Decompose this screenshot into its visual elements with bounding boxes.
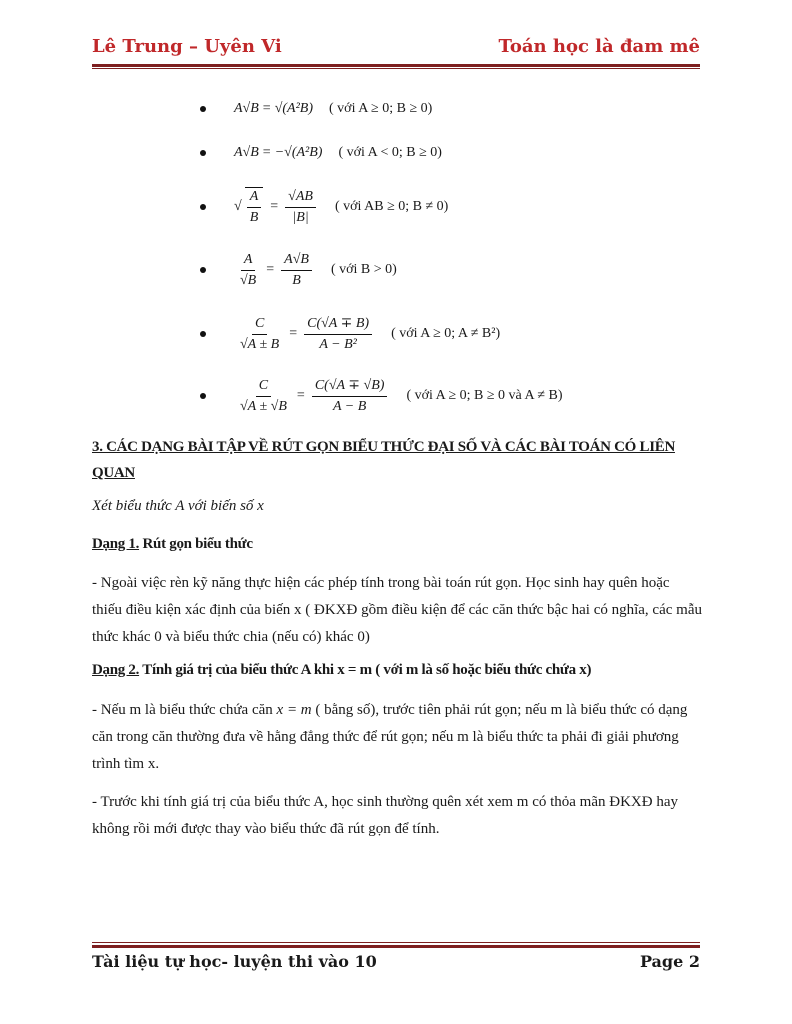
dang-2-label: Dạng 2. <box>92 662 140 678</box>
formula-rhs-fraction: $\frac{C(√A \mp B)}{\text{A − B²}}$ <box>304 315 372 354</box>
formula: $\frac{C}{√A \pm B}$ = $\frac{C(√A \mp B)}{\text{A − B²}}$ ( với A ≥ 0; A ≠ B²) <box>234 312 500 356</box>
formula-lhs-fraction: $\frac{C}{√A \pm B}$ <box>240 315 280 352</box>
formula: A√B = √(A²B) ( với A ≥ 0; B ≥ 0) <box>234 101 433 116</box>
page-number: Page 2 <box>639 952 700 971</box>
dang-1-title: Rút gọn biểu thức <box>139 536 253 552</box>
header-author: Lê Trung – Uyên Vi <box>92 36 282 57</box>
formula-condition: ( với A ≥ 0; B ≥ 0) <box>329 101 433 116</box>
inline-math: x = m <box>276 702 312 718</box>
formula-rhs-fraction: $\frac{A√B}{B}$ <box>281 251 312 290</box>
bullet-icon <box>200 150 206 156</box>
dang-1-heading <box>92 536 253 553</box>
header-rule-thick <box>92 64 700 67</box>
header-slogan: Toán học là đam mê <box>498 36 700 57</box>
footer-rule-thick <box>92 945 700 948</box>
formula-condition: ( với A ≥ 0; B ≥ 0 và A ≠ B) <box>406 388 563 403</box>
dang-2-title: Tính giá trị của biểu thức A khi x = m ( với m là số hoặc biểu thức chứa x) <box>139 662 592 678</box>
formula-rhs-fraction: $\frac{C(√A \mp √B)}{A - B}$ <box>312 377 388 416</box>
formula-rhs-fraction: $\frac{√AB}{|B|}$ <box>285 188 316 227</box>
formula-condition: ( với A < 0; B ≥ 0) <box>338 145 442 160</box>
formula-condition: ( với B > 0) <box>330 262 397 277</box>
formula-lhs-fraction: $\frac{C}{√A \pm √B}$ <box>240 377 287 414</box>
page-header <box>92 36 700 62</box>
bullet-icon <box>200 204 206 210</box>
paragraph-1: - Ngoài việc rèn kỹ năng thực hiện các phép tính trong bài toán rút gọn. Học sinh hay quên hoặc thiếu điều kiện xác định của biến x ( ĐKXĐ gồm điều kiện để các căn thức bậc hai có nghĩa, các mẫu thức khác 0 và biểu thức chia (nếu có) khác 0) <box>92 575 702 645</box>
bullet-icon <box>200 267 206 273</box>
dang-2-heading <box>92 662 591 679</box>
formula-lhs: A√B <box>234 145 259 160</box>
formula-rhs: −√(A²B) <box>274 145 323 160</box>
formula-lhs: A√B <box>234 101 259 116</box>
formula-rhs: √(A²B) <box>274 101 314 116</box>
section-title: 3. CÁC DẠNG BÀI TẬP VỀ RÚT GỌN BIỂU THỨC ĐẠI SỐ VÀ CÁC BÀI TOÁN CÓ LIÊN QUAN <box>92 439 675 481</box>
formula-condition: ( với AB ≥ 0; B ≠ 0) <box>334 199 449 214</box>
page-footer <box>92 952 700 976</box>
formula: √ $\frac{A}{B}$ = $\frac{√AB}{|B|}$ ( với AB ≥ 0; B ≠ 0) <box>234 188 449 225</box>
bullet-icon <box>200 106 206 112</box>
formula: $\frac{C}{√A \pm √B}$ = $\frac{C(√A \mp √B)}{A - B}$ ( với A ≥ 0; B ≥ 0 và A ≠ B) <box>234 374 563 418</box>
paragraph-2: - Nếu m là biểu thức chứa căn x = m ( bằng số), trước tiên phải rút gọn; nếu m là biểu thức có dạng căn trong căn thường đưa về hằng đẳng thức để rút gọn; nếu m là biểu thức ta phải đi giải phương trình tìm x. <box>92 702 688 772</box>
formula-condition: ( với A ≥ 0; A ≠ B²) <box>391 326 501 341</box>
formula: $\frac{A}{√B}$ = $\frac{A√B}{B}$ ( với B > 0) <box>234 248 397 292</box>
formula-lhs-fraction: $\frac{A}{√B}$ <box>240 251 257 288</box>
dang-1-label: Dạng 1. <box>92 536 140 552</box>
paragraph-3: - Trước khi tính giá trị của biểu thức A, học sinh thường quên xét xem m có thỏa mãn ĐKXĐ hay không rồi mới được thay vào biểu thức đã rút gọn để tính. <box>92 794 678 837</box>
header-rule-thin <box>92 68 700 69</box>
footer-rule-thin <box>92 942 700 943</box>
bullet-icon <box>200 393 206 399</box>
intro-line: Xét biểu thức A với biến số x <box>92 498 264 514</box>
footer-title: Tài liệu tự học- luyện thi vào 10 <box>92 952 377 971</box>
formula-lhs-fraction: $\frac{A}{B}$ <box>245 187 264 227</box>
bullet-icon <box>200 331 206 337</box>
formula: A√B = −√(A²B) ( với A < 0; B ≥ 0) <box>234 145 442 160</box>
